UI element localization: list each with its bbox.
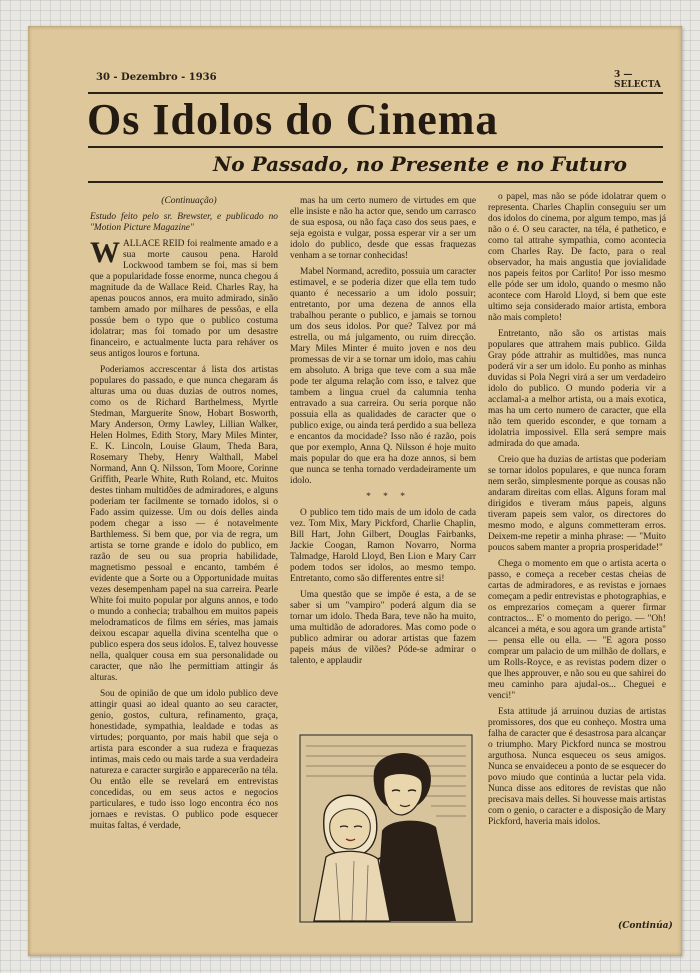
- source-note: Estudo feito pelo sr. Brewster, e publicado no "Motion Picture Magazine": [90, 212, 278, 233]
- paragraph: Esta attitude já arruinou duzias de artistas promissores, dos que eu conheço. Mostra uma falha de caracter que é desastrosa para alcançar o triumpho. Mary Pickford nunca se mostrou arguthosa. Nunca esqueceu os seus amigos. Nunca se envaideceu a ponto de se esquecer do povo miudo que continúa a luctar pela vida. Nunca disse aos editores de revistas que não precisava mais delles. Si houvesse mais artistas com o genio, o caracter e a disposição de Mary Pickford, haveria mais idolos.: [488, 707, 666, 827]
- paragraph: O publico tem tido mais de um idolo de cada vez. Tom Mix, Mary Pickford, Charlie Chaplin, Bill Hart, John Gilbert, Douglas Fairbanks, Jackie Coogan, Ramon Novarro, Norma Talmadge, Harold Lloyd, Ben Lion e Mary Carr podem todos ser idolos, ao mesmo tempo. Entretanto, como são differentes entre si!: [290, 508, 476, 584]
- issue-date: 30 - Dezembro - 1936: [96, 72, 217, 83]
- article-subtitle: No Passado, no Presente e no Futuro: [213, 152, 627, 176]
- couple-illustration: [296, 731, 476, 926]
- paragraph: Mabel Normand, acredito, possuia um caracter estimavel, e se poderia dizer que ella tem tudo quanto é necessario a um idolo possuir; entretanto, por uma dezena de annos ella trabalhou perante o publico, e jamais se tornou um dos seus idolos. Por que? Talvez por má estrella, ou má julgamento, ou ruim direcção. Mary Miles Minter é muito joven e nos deu promessas de vir a se tornar um idolo, mas cahiu em absoluto. A briga que teve com a sua mãe pode ter alguma relação com isso, e talvez que tambem a lingua cruel da calumnia tenha entravado a sua carreira. Ou seria porque não possuia ella as qualidades de caracter que o publico exige, ou ainda terá perdido a sua belleza e encantos da mocidade? Isso não é razão, pois que por exemplo, Anna Q. Nilsson é hoje muito mais popular do que era ha doze annos, si bem que nunca se tenha tornado verdadeiramente um idolo.: [290, 267, 476, 486]
- newspaper-page: [28, 26, 682, 956]
- paragraph: mas ha um certo numero de virtudes em que elle insiste e não ha actor que, sendo um carrasco de sua esposa, ou não faça caso dos seus paes, e seja egoista e vulgar, possa esperar vir a ser um idolo do publico, desde que essas fraquezas venham a se tornar conhecidas!: [290, 196, 476, 261]
- paragraph: Sou de opinião de que um idolo publico deve attingir quasi ao ideal quanto ao seu caracter, genio, gostos, cultura, refinamento, graça, honestidade, sympathia, lealdade e todas as virtudes; porquanto, por mais habil que seja o artista para esconder a sua rudeza e fraquezas intimas, mais cedo ou mais tarde a sua verdadeira natureza e caracter surgirão e apparecerão na téla. Ou então elle se revelará em entrevistas concedidas, ou em seus actos e negocios particulares, e tudo isso logo encontra éco nos jornaes e revistas. O publico pode esquecer muitas faltas, é verdade,: [90, 689, 278, 831]
- continuation-footer: (Continúa): [618, 921, 673, 931]
- paragraph: [90, 236, 278, 360]
- page-number: 3 — SELECTA: [614, 70, 661, 90]
- title-rule: [88, 146, 663, 148]
- paragraph: Creio que ha duzias de artistas que poderiam se tornar idolos populares, e que nunca foram nem serão, simplesmente porque as cousas não andaram direitas com ellas. Alguns foram mal dirigidos e tiveram máus papeis, alguns tiveram papeis sem valor, os directores do mesmo modo, e alguns commetteram erros. Deixem-me repetir a minha phrase: — "Muito poucos sabem manter a propria prosperidade!": [488, 455, 666, 553]
- column-3: [488, 192, 666, 833]
- subtitle-rule: [88, 181, 663, 183]
- top-rule: [88, 92, 663, 94]
- paragraph: Poderiamos accrescentar á lista dos artistas populares do passado, e que nunca chegaram ás alturas uma ou duas duzias de outros nomes, como os de Richard Barthelmess, Myrtle Stedman, Marguerite Snow, Hobart Bosworth, Mary Anderson, Ormy Lawley, Lillian Walker, Helen Holmes, Edith Story, Mary Miles Minter, E. K. Lincoln, Louise Glaum, Theda Bara, Rosemary Theby, Henry Walthall, Mabel Normand, Ann Q. Nilsson, Tom Moore, Corinne Griffith, Pearle White, Ruth Roland, etc. Muitos destes tinham multidões de admiradores, e alguns poderiam ter facilmente se tornado idolos, si o Fado assim quizesse. Um ou dois delles ainda podem chegar a isso — é notavelmente Barthlemess. Si bem que, por via de regra, um artista se torne grande e idolo do publico, em razão de seu ou sua propria habilidade, magnetismo pessoal e encanto, também é evidente que a Sorte ou a Opportunidade muitas vezes desempenham papel na sua carreira. Pearle White foi muito popular por alguns annos, e todo o mundo a conhecia; trabalhou em muitos papeis melodramaticos de films em séries, mas jamais deixou escapar aquella divina scentelha que o publico espera dos seus idolos. E, talvez houvesse nella, qualquer cousa em sua personalidade ou caracter, que não lhe permittiam attingir ás alturas.: [90, 365, 278, 683]
- paragraph-text: ALLACE REID foi realmente amado e a sua morte causou pena. Harold Lockwood tambem se foi, mas si bem que a popularidade fosse enorme, nunca chegou á magnitude da de Wallace Reid. Charles Ray, ha apenas poucos annos, era muito admirado, sinão tambem amado por milhares de pessôas, e ella possúe bem o typo que o publico costuma idolatrar; mas foi tomado por um desastre financeiro, e actualmente lucta para reháver os seus antigos louros e fortuna.: [90, 239, 278, 359]
- illustration-drawing: [296, 731, 476, 926]
- section-separator: * * *: [366, 492, 410, 502]
- article-title: Os Idolos do Cinema: [87, 95, 499, 144]
- paragraph: Chega o momento em que o artista acerta o passo, e começa a receber cestas cheias de cartas de admiradores, e as revistas e jornaes começam a pedir entrevistas e photographias, e os emprezarios começam a querer firmar contractos... E' o momento do perigo. — "Oh! alcancei a méta, e sou agora um grande artista" — pensa elle ou ella. — "E agora posso comprar um palacio de um milhão de dollars, e um Rolls-Royce, e as revistas podem dizer o que lhes approuver, e não sou eu que sahirei do meu caminho para ajudal-os... Cheguei e venci!": [488, 559, 666, 701]
- drop-cap: W: [90, 236, 120, 269]
- continuation-label: (Continuação): [161, 196, 217, 206]
- paragraph: o papel, mas não se póde idolatrar quem o representa. Charles Chaplin conseguiu ser um dos idolos do cinema, por algum tempo, mas já não o é. O seu caracter, na téla, é pathetico, e como tal attrahe sympathia, como acontecia com Charles Ray. De facto, para o real observador, ha mais angustia que jovialidade nos papeis feitos por Carlito! Por isso mesmo elle póde ser um idolo, quando o mesmo não acontece com Harold Lloyd, si bem que este ultimo seja considerado maior artista, embora não mais completo!: [488, 192, 666, 323]
- column-1: [90, 196, 278, 837]
- column-2: [290, 196, 476, 672]
- paragraph: Entretanto, não são os artistas mais populares que attrahem mais publico. Gilda Gray póde attrahir as multidões, mas nunca poderá vir a ser um idolo. Eu ponho as minhas duvidas si Pola Negri virá a ser um verdadeiro idolo do publico. O mundo poderia vir a acclamal-a a melhor artista, ou a mais exotica, mas ha um certo numero de caracter, que ella não tem querido esconder, e que tornam a idolatria impossivel. Ella será sempre mais admirada do que amada.: [488, 329, 666, 449]
- paragraph: Uma questão que se impõe é esta, a de se saber si um "vampiro" poderá algum dia se tornar um idolo. Theda Bara, teve não ha muito, uma multidão de adoradores. Mas como pode o publico admirar ou adorar artistas que fazem papeis máus de vilões? Póde-se admirar o talento, e applaudir: [290, 590, 476, 666]
